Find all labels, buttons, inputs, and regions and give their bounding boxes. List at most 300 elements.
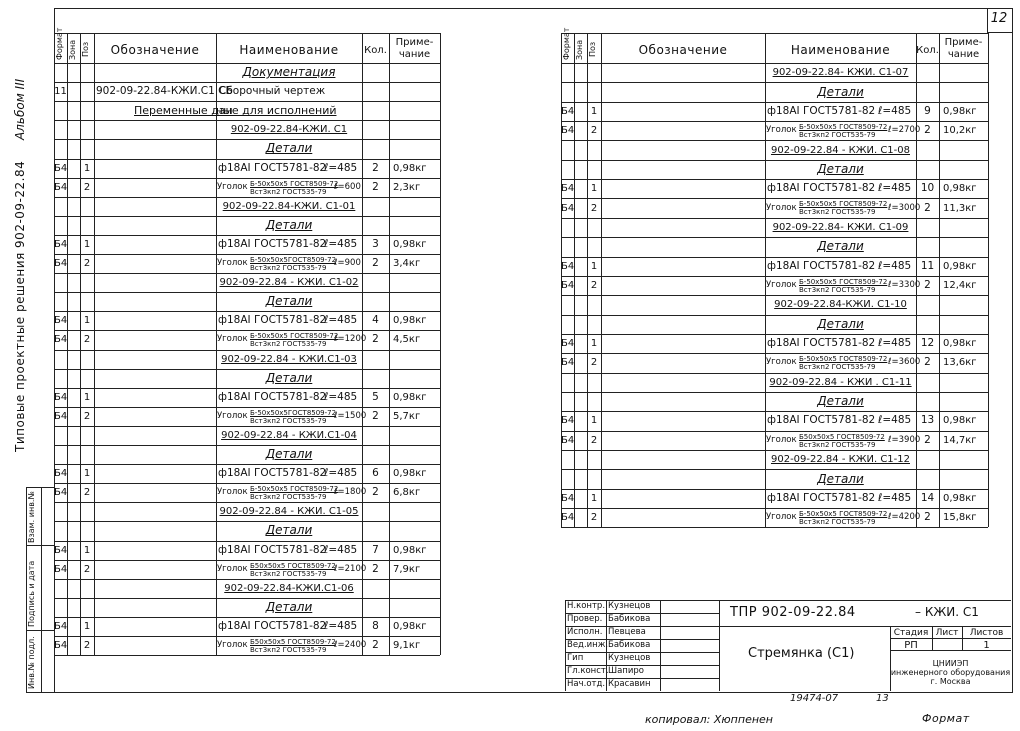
doc-reference: 902-09-22.84 - КЖИ.С1-03: [221, 353, 357, 365]
row-length: ℓ=485: [324, 467, 358, 480]
row-length: ℓ=3000: [888, 202, 921, 213]
signature-person: Кузнецов: [608, 601, 651, 611]
row-format: Б4: [54, 391, 68, 403]
table-rule: [54, 178, 440, 179]
row-name: ф18АI ГОСТ5781-82: [218, 619, 327, 632]
row-position: 2: [83, 258, 91, 270]
sheets-label: Листов: [969, 628, 1004, 638]
header-qty: Кол.: [364, 45, 387, 56]
table-rule: [561, 295, 988, 296]
angle-profile: Б-50х50х5 ГОСТ8509-72: [799, 510, 888, 519]
org-line-2: инженерного оборудования: [890, 668, 1011, 677]
angle-profile: Б-50х50х5 ГОСТ8509-72: [799, 277, 888, 286]
table-rule: [561, 82, 988, 83]
table-column-rule: [939, 33, 940, 527]
row-quantity: 2: [372, 409, 379, 422]
row-format: Б4: [561, 357, 575, 369]
row-note: 15,8кг: [943, 512, 977, 524]
row-quantity: 3: [372, 237, 379, 250]
section-heading: Детали: [817, 84, 864, 99]
row-length: ℓ=3600: [888, 357, 921, 368]
table-rule: [561, 469, 988, 470]
row-note: 0,98кг: [393, 391, 427, 403]
table-rule: [54, 388, 440, 389]
signature-role: Провер.: [567, 614, 603, 624]
row-length: ℓ=485: [878, 491, 912, 504]
project-label: Типовые проектные решения 902-09-22.84: [13, 160, 27, 452]
angle-label: Уголок: [217, 181, 248, 192]
row-position: 2: [590, 512, 598, 524]
row-note: 0,98кг: [393, 468, 427, 480]
angle-profile: Б50х50х5 ГОСТ8509-72: [799, 432, 885, 441]
doc-suffix: – КЖИ. С1: [915, 605, 979, 619]
row-note: 3,4кг: [393, 258, 421, 270]
row-position: 1: [590, 338, 598, 350]
doc-reference: 902-09-22.84 - КЖИ. С1-02: [219, 277, 359, 289]
row-note: 0,98кг: [943, 183, 977, 195]
row-quantity: 11: [920, 259, 935, 272]
row-quantity: 7: [372, 543, 379, 556]
section-heading: Детали: [265, 294, 313, 309]
row-length: ℓ=3900: [888, 434, 921, 445]
row-position: 2: [590, 434, 598, 446]
row-note: 12,4кг: [943, 280, 977, 292]
angle-steel: Вст3кп2 ГОСТ535-79: [250, 187, 327, 196]
angle-profile: Б-50х50х5 ГОСТ8509-72: [799, 123, 888, 132]
doc-reference: 902-09-22.84-КЖИ. С1-10: [774, 299, 907, 311]
table-rule: [561, 315, 988, 316]
row-name: ф18АI ГОСТ5781-82: [767, 337, 876, 350]
table-rule: [54, 426, 440, 427]
row-position: 2: [83, 640, 91, 652]
table-rule: [54, 483, 440, 484]
table-rule: [54, 139, 440, 140]
inventory-number: 19474-07: [790, 693, 839, 704]
row-quantity: 9: [924, 104, 931, 117]
signature-person: Кузнецов: [608, 653, 651, 663]
section-heading: Детали: [817, 239, 864, 254]
row-quantity: 10: [920, 182, 935, 195]
row-format: Б4: [54, 162, 68, 174]
signature-role: Нач.отд.: [567, 679, 606, 689]
table-rule: [54, 636, 440, 637]
section-heading: Детали: [265, 217, 313, 232]
row-name: ф18АI ГОСТ5781-82: [218, 314, 327, 327]
row-note: 7,9кг: [393, 563, 421, 575]
row-quantity: 2: [924, 124, 931, 137]
doc-reference: 902-09-22.84-КЖИ. С1: [230, 124, 348, 136]
row-note: 0,98кг: [393, 620, 427, 632]
stamp-replace-inv: Взам. инв.№: [27, 491, 36, 543]
table-rule: [561, 198, 988, 199]
sheets-value: 1: [983, 640, 990, 651]
table-rule: [54, 120, 440, 121]
section-heading: Детали: [265, 447, 313, 462]
row-name: ф18АI ГОСТ5781-82: [767, 414, 876, 427]
angle-steel: Вст3кп2 ГОСТ535-79: [250, 416, 327, 425]
table-rule: [561, 353, 988, 354]
table-rule: [54, 445, 440, 446]
row-designation: 902-09-22.84-КЖИ.С1 СБ: [96, 85, 233, 98]
angle-label: Уголок: [766, 280, 797, 291]
row-length: ℓ=3300: [888, 280, 921, 291]
doc-reference: 902-09-22.84 - КЖИ . С1-11: [769, 376, 912, 388]
row-quantity: 2: [924, 511, 931, 524]
row-name: ф18АI ГОСТ5781-82: [218, 237, 327, 250]
row-position: 2: [83, 563, 91, 575]
row-note: 6,8кг: [393, 487, 421, 499]
header-format: Формат: [562, 27, 571, 60]
angle-steel: Вст3кп2 ГОСТ535-79: [799, 440, 876, 449]
doc-code: ТПР 902-09-22.84: [730, 605, 856, 620]
row-quantity: 6: [372, 467, 379, 480]
row-position: 2: [590, 125, 598, 137]
variable-data-label: Переменные дан: [134, 104, 233, 118]
table-rule: [54, 579, 440, 580]
row-format: Б4: [54, 258, 68, 270]
stamp-original-inv: Инв.№ подл.: [27, 636, 36, 689]
angle-steel: Вст3кп2 ГОСТ535-79: [250, 340, 327, 349]
side-stamp-box-2: [40, 487, 54, 693]
row-position: 1: [83, 391, 91, 403]
table-rule: [54, 33, 440, 34]
angle-label: Уголок: [766, 125, 797, 136]
row-format: Б4: [54, 563, 68, 575]
album-label: Альбом III: [13, 78, 27, 140]
org-line-3: г. Москва: [930, 677, 971, 686]
row-format: Б4: [54, 640, 68, 652]
table-rule: [561, 411, 988, 412]
table-rule: [561, 33, 988, 34]
header-pos: Поз: [81, 41, 90, 57]
row-length: ℓ=485: [878, 259, 912, 272]
angle-profile: Б-50х50х5 ГОСТ8509-72: [799, 355, 888, 364]
table-rule: [561, 160, 988, 161]
row-format: Б4: [561, 105, 575, 117]
row-position: 1: [83, 162, 91, 174]
row-length: ℓ=1800: [334, 487, 367, 498]
row-length: ℓ=1500: [334, 410, 367, 421]
table-column-rule: [988, 33, 989, 527]
signature-role: Гл.конст.: [567, 666, 609, 676]
drawing-title: Стремянка (С1): [748, 646, 855, 661]
header-note: Приме- чание: [944, 37, 983, 60]
section-heading: Детали: [817, 394, 864, 409]
row-note: 0,98кг: [943, 415, 977, 427]
row-quantity: 14: [920, 491, 935, 504]
stage-label: Стадия: [893, 628, 929, 638]
row-note: 0,98кг: [393, 315, 427, 327]
section-heading: Детали: [817, 471, 864, 486]
angle-label: Уголок: [766, 434, 797, 445]
row-quantity: 13: [920, 414, 935, 427]
angle-label: Уголок: [217, 410, 248, 421]
row-format: Б4: [561, 125, 575, 137]
doc-reference: 902-09-22.84 - КЖИ. С1-08: [770, 144, 910, 156]
doc-reference: 902-09-22.84-КЖИ.С1-06: [224, 582, 354, 594]
row-format: Б4: [561, 512, 575, 524]
row-note: 10,2кг: [943, 125, 977, 137]
row-format: Б4: [54, 410, 68, 422]
row-length: ℓ=485: [324, 390, 358, 403]
row-format: Б4: [54, 620, 68, 632]
angle-profile: Б-50х50х5 ГОСТ8509-72: [799, 200, 888, 209]
row-note: 0,98кг: [393, 162, 427, 174]
row-format: Б4: [54, 181, 68, 193]
angle-steel: Вст3кп2 ГОСТ535-79: [799, 363, 876, 372]
row-quantity: 5: [372, 390, 379, 403]
row-note: 11,3кг: [943, 202, 977, 214]
row-quantity: 2: [372, 161, 379, 174]
angle-label: Уголок: [217, 563, 248, 574]
row-format: Б4: [54, 487, 68, 499]
table-rule: [54, 521, 440, 522]
table-rule: [561, 179, 988, 180]
row-format: Б4: [561, 183, 575, 195]
signature-person: Певцева: [608, 627, 646, 637]
row-position: 1: [590, 260, 598, 272]
angle-profile: Б50х50х5 ГОСТ8509-72: [250, 638, 336, 646]
row-note: 5,7кг: [393, 410, 421, 422]
row-format: Б4: [54, 544, 68, 556]
table-rule: [54, 101, 440, 102]
row-quantity: 2: [372, 257, 379, 270]
table-rule: [561, 257, 988, 258]
row-quantity: 2: [924, 356, 931, 369]
table-rule: [54, 330, 440, 331]
signature-role: Исполн.: [567, 627, 603, 637]
row-note: 0,98кг: [943, 260, 977, 272]
header-pos: Поз: [588, 41, 597, 57]
stamp-signature-date: Подпись и дата: [27, 560, 36, 627]
header-note: Приме- чание: [395, 37, 434, 60]
doc-reference: 902-09-22.84 - КЖИ. С1-12: [770, 454, 910, 466]
row-quantity: 2: [372, 639, 379, 652]
row-name: ф18АI ГОСТ5781-82: [218, 161, 327, 174]
row-quantity: 2: [924, 279, 931, 292]
row-position: 1: [590, 415, 598, 427]
table-column-rule: [601, 33, 602, 527]
table-column-rule: [574, 33, 575, 527]
row-length: ℓ=900: [334, 258, 361, 269]
row-quantity: 2: [372, 180, 379, 193]
row-format: Б4: [54, 468, 68, 480]
angle-profile: Б-50х50х5 ГОСТ8509-72: [250, 179, 339, 188]
stage-value: РП: [904, 640, 918, 651]
row-quantity: 2: [372, 562, 379, 575]
row-format: Б4: [54, 238, 68, 250]
section-heading: Детали: [817, 161, 864, 176]
angle-label: Уголок: [217, 334, 248, 345]
section-heading: Детали: [265, 370, 313, 385]
angle-steel: Вст3кп2 ГОСТ535-79: [250, 264, 327, 272]
header-designation: Обозначение: [638, 43, 728, 57]
angle-label: Уголок: [766, 512, 797, 523]
table-rule: [54, 541, 440, 542]
row-position: 1: [590, 105, 598, 117]
row-quantity: 2: [924, 433, 931, 446]
row-name: ф18АI ГОСТ5781-82: [218, 390, 327, 403]
angle-steel: Вст3кп2 ГОСТ535-79: [250, 646, 327, 654]
row-position: 1: [590, 183, 598, 195]
row-position: 1: [83, 620, 91, 632]
angle-profile: Б-50х50х5ГОСТ8509-72: [250, 408, 337, 417]
format-label: Формат: [922, 712, 970, 725]
row-name: ф18АI ГОСТ5781-82: [767, 491, 876, 504]
row-note: 0,98кг: [393, 544, 427, 556]
section-heading: Детали: [265, 599, 313, 614]
angle-label: Уголок: [766, 357, 797, 368]
signature-person: Шапиро: [608, 666, 644, 676]
angle-steel: Вст3кп2 ГОСТ535-79: [799, 518, 876, 527]
row-note: 9,1кг: [393, 640, 421, 652]
table-rule: [54, 407, 440, 408]
table-column-rule: [94, 33, 95, 655]
angle-profile: Б50х50х5 ГОСТ8509-72: [250, 561, 336, 570]
row-position: 1: [590, 492, 598, 504]
header-zone: Зона: [575, 39, 584, 60]
angle-steel: Вст3кп2 ГОСТ535-79: [799, 285, 876, 294]
row-name: ф18АI ГОСТ5781-82: [767, 259, 876, 272]
row-name: ф18АI ГОСТ5781-82: [218, 543, 327, 556]
row-format: Б4: [54, 315, 68, 327]
org-line-1: ЦНИИЭП: [932, 659, 969, 668]
row-format: Б4: [561, 338, 575, 350]
table-rule: [561, 373, 988, 374]
row-note: 0,98кг: [943, 105, 977, 117]
angle-profile: Б-50х50х5 ГОСТ8509-72: [250, 332, 339, 341]
row-length: ℓ=485: [324, 237, 358, 250]
signature-person: Красавин: [608, 679, 651, 689]
header-qty: Кол.: [916, 45, 939, 56]
row-length: ℓ=2700: [888, 125, 921, 136]
variable-data-label-cont: ные для исполнений: [216, 104, 337, 118]
row-quantity: 8: [372, 619, 379, 632]
row-note: 2,3кг: [393, 181, 421, 193]
signature-role: Н.контр.: [567, 601, 606, 611]
table-rule: [54, 292, 440, 293]
angle-label: Уголок: [217, 487, 248, 498]
table-rule: [54, 502, 440, 503]
table-rule: [561, 334, 988, 335]
row-format: Б4: [561, 280, 575, 292]
table-rule: [54, 273, 440, 274]
table-rule: [54, 159, 440, 160]
row-length: ℓ=485: [878, 414, 912, 427]
row-note: 0,98кг: [943, 492, 977, 504]
row-length: ℓ=485: [324, 543, 358, 556]
row-length: ℓ=2400: [334, 640, 367, 651]
section-heading: Детали: [817, 316, 864, 331]
table-rule: [561, 450, 988, 451]
table-rule: [54, 617, 440, 618]
row-length: ℓ=4200: [888, 512, 921, 523]
row-format: Б4: [561, 434, 575, 446]
table-rule: [561, 102, 988, 103]
table-rule: [561, 121, 988, 122]
row-length: ℓ=485: [324, 161, 358, 174]
table-rule: [561, 527, 988, 528]
row-length: ℓ=485: [878, 104, 912, 117]
row-position: 2: [83, 487, 91, 499]
doc-reference: 902-09-22.84- КЖИ. С1-07: [772, 67, 909, 79]
row-name: ф18АI ГОСТ5781-82: [767, 182, 876, 195]
row-length: ℓ=485: [878, 182, 912, 195]
table-rule: [561, 508, 988, 509]
table-rule: [54, 82, 440, 83]
row-format: Б4: [561, 415, 575, 427]
doc-reference: 902-09-22.84 - КЖИ. С1-05: [219, 506, 359, 518]
row-position: 1: [83, 468, 91, 480]
row-position: 2: [83, 181, 91, 193]
section-heading: Детали: [265, 141, 313, 156]
table-rule: [54, 235, 440, 236]
header-zone: Зона: [68, 39, 77, 60]
row-position: 1: [83, 544, 91, 556]
doc-reference: 902-09-22.84 - КЖИ.С1-04: [221, 429, 357, 441]
section-heading: Документация: [242, 65, 336, 80]
table-rule: [54, 598, 440, 599]
header-format: Формат: [55, 27, 64, 60]
table-column-rule: [67, 33, 68, 655]
header-designation: Обозначение: [110, 43, 200, 57]
row-quantity: 4: [372, 314, 379, 327]
table-rule: [561, 237, 988, 238]
table-rule: [54, 350, 440, 351]
row-format: Б4: [561, 260, 575, 272]
row-position: 2: [590, 280, 598, 292]
doc-reference: 902-09-22.84- КЖИ. С1-09: [772, 221, 909, 233]
row-length: ℓ=1200: [334, 334, 367, 345]
table-rule: [561, 140, 988, 141]
angle-profile: Б-50х50х5 ГОСТ8509-72: [250, 485, 339, 494]
table-rule: [54, 63, 440, 64]
sheet-number: 12: [990, 11, 1008, 26]
signature-person: Бабикова: [608, 640, 651, 650]
signature-person: Бабикова: [608, 614, 651, 624]
table-rule: [561, 489, 988, 490]
row-length: ℓ=485: [878, 337, 912, 350]
table-rule: [54, 369, 440, 370]
angle-steel: Вст3кп2 ГОСТ535-79: [250, 493, 327, 502]
table-rule: [561, 218, 988, 219]
row-position: 2: [83, 334, 91, 346]
table-column-rule: [389, 33, 390, 655]
row-name: ф18АI ГОСТ5781-82: [767, 104, 876, 117]
signature-role: Вед.инж.: [567, 640, 609, 650]
section-heading: Детали: [265, 523, 313, 538]
angle-profile: Б-50х50х5ГОСТ8509-72: [250, 256, 337, 264]
row-name: ф18АI ГОСТ5781-82: [218, 467, 327, 480]
angle-steel: Вст3кп2 ГОСТ535-79: [799, 131, 876, 140]
row-quantity: 2: [372, 333, 379, 346]
row-format: Б4: [561, 492, 575, 504]
row-length: ℓ=485: [324, 619, 358, 632]
table-rule: [54, 311, 440, 312]
row-length: ℓ=2100: [334, 563, 367, 574]
table-rule: [54, 560, 440, 561]
row-length: ℓ=600: [334, 181, 361, 192]
angle-steel: Вст3кп2 ГОСТ535-79: [799, 208, 876, 217]
row-format: 11: [54, 86, 67, 98]
row-note: 14,7кг: [943, 434, 977, 446]
row-quantity: 2: [924, 201, 931, 214]
table-rule: [54, 216, 440, 217]
table-rule: [561, 63, 988, 64]
table-rule: [561, 392, 988, 393]
sheet-label: Лист: [935, 628, 959, 638]
table-rule: [561, 431, 988, 432]
